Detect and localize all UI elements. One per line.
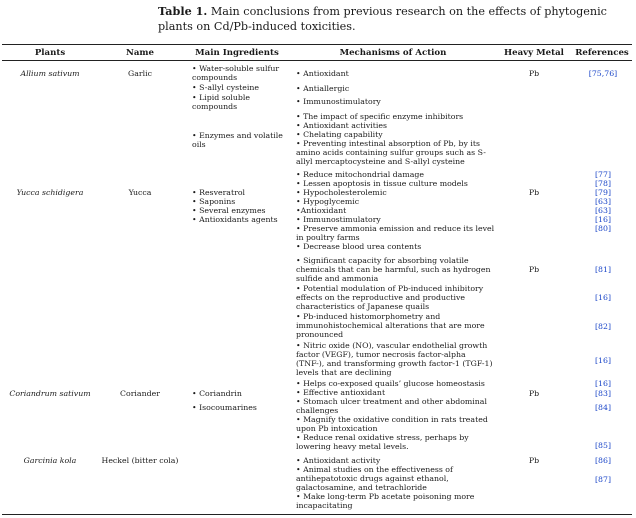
references-yucca-4[interactable]: [82]: [594, 322, 611, 331]
mechanism-group-4: • Pb-induced histomorphometry and immunohistochemical alterations that are more pronounced: [296, 312, 485, 339]
reference-link[interactable]: [84]: [594, 403, 611, 412]
name-yucca: Yucca: [128, 188, 152, 197]
mechanism-list-coriander: • Helps co-exposed quails’ glucose homeostasis • Effective antioxidant • Stomach ulcer treatment and other abdominal challenges • Magnify the oxidative condition in rats treated upon Pb intoxication • Reduce renal oxidative stress, perhaps by lowering heavy metal levels.: [296, 379, 488, 451]
header-mechanisms: Mechanisms of Action: [339, 48, 447, 58]
header-references: References: [575, 48, 629, 58]
header-ingredients: Main Ingredients: [195, 48, 279, 58]
reference-link[interactable]: [16]: [594, 379, 611, 388]
caption-text: Main conclusions from previous research on the effects of phytogenic plants on Cd/Pb-induced toxicities.: [158, 5, 607, 33]
reference-link[interactable]: [85]: [594, 441, 611, 450]
plant-allium-sativum: Allium sativum: [20, 69, 80, 78]
caption-label: Table 1.: [158, 4, 208, 18]
reference-link[interactable]: [83]: [594, 389, 611, 398]
reference-link[interactable]: [87]: [594, 475, 611, 484]
heavy-metal-yucca-2: Pb: [528, 265, 540, 274]
top-rule: [2, 44, 632, 45]
name-coriander: Coriander: [120, 389, 160, 398]
references-yucca-3[interactable]: [16]: [594, 293, 611, 302]
mechanism-list-kola: • Antioxidant activity • Animal studies on the effectiveness of antihepatotoxic drugs against ethanol, galactosamine, and tetrachloride • Make long-term Pb acetate poisoning more incapacitating: [296, 456, 475, 510]
header-plants: Plants: [34, 48, 66, 58]
header-heavy-metal: Heavy Metal: [504, 48, 564, 58]
table-caption: [158, 4, 630, 34]
bottom-rule: [2, 514, 632, 515]
ingredient-item: • Water-soluble sulfur compounds: [192, 64, 280, 82]
name-garlic: Garlic: [128, 69, 152, 78]
plant-yucca-schidigera: Yucca schidigera: [16, 188, 84, 197]
mechanism-group-1: • Reduce mitochondrial damage • Lessen apoptosis in tissue culture models • Hypocholesterolemic • Hypoglycemic •Antioxidant • Immunostimulatory • Preserve ammonia emission and reduce its level in poultry farms • Decrease blood urea contents: [296, 170, 495, 251]
heavy-metal-garlic: Pb: [528, 69, 540, 78]
ingredient-item: • Coriandrin: [192, 389, 242, 398]
heavy-metal-yucca-1: Pb: [528, 188, 540, 197]
mechanism-item: • The impact of specific enzyme inhibitors • Antioxidant activities • Chelating capability • Preventing intestinal absorption of Pb, by its amino acids containing sulfur groups such as S-allyl mercaptocysteine and S-allyl cysteine: [296, 112, 486, 166]
plant-coriandrum-sativum: Coriandrum sativum: [9, 389, 91, 398]
mechanism-item: • Antiallergic: [296, 84, 350, 93]
header-name: Name: [126, 48, 154, 58]
ingredient-item: • Lipid soluble compounds: [192, 93, 251, 111]
references-yucca-2[interactable]: [81]: [594, 265, 611, 274]
mechanism-item: • Immunostimulatory: [296, 97, 381, 106]
mechanism-group-2: • Significant capacity for absorbing volatile chemicals that can be harmful, such as hydrogen sulfide and ammonia: [296, 256, 491, 283]
ingredient-list-yucca: • Resveratrol • Saponins • Several enzymes • Antioxidants agents: [192, 188, 278, 224]
mechanism-group-5: • Nitric oxide (NO), vascular endothelial growth factor (VEGF), tumor necrosis factor-alpha (TNF-), and transforming growth factor-1 (TGF-1) levels that are declining: [296, 341, 493, 377]
reference-link[interactable]: [86]: [594, 456, 611, 465]
heavy-metal-kola: Pb: [528, 456, 540, 465]
plant-garcinia-kola: Garcinia kola: [23, 456, 77, 465]
heavy-metal-coriander: Pb: [528, 389, 540, 398]
mechanism-group-3: • Potential modulation of Pb-induced inhibitory effects on the reproductive and productive characteristics of Japanese quails: [296, 284, 484, 311]
name-heckel: Heckel (bitter cola): [101, 456, 179, 465]
references-garlic[interactable]: [75,76]: [588, 69, 618, 78]
ingredient-item: • Isocoumarines: [192, 403, 257, 412]
references-yucca-1[interactable]: [77] [78] [79] [63] [63] [16] [80]: [594, 170, 611, 233]
mechanism-item: • Antioxidant: [296, 69, 349, 78]
ingredient-item: • Enzymes and volatile oils: [192, 131, 283, 149]
ingredient-item: • S-allyl cysteine: [192, 83, 260, 92]
references-yucca-5[interactable]: [16]: [594, 356, 611, 365]
header-rule: [2, 60, 632, 61]
